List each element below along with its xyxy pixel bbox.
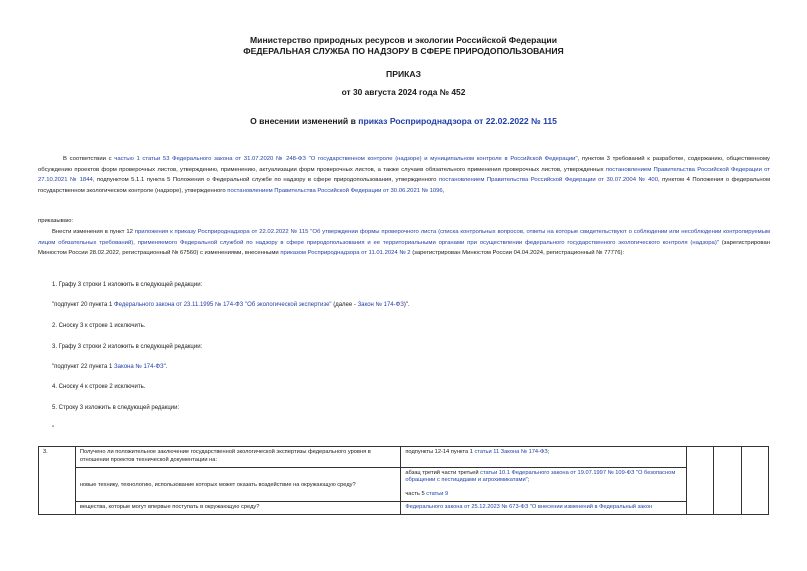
link-law-174fz-full[interactable]: Федерального закона от 23.11.1995 № 174-ФЗ "Об экологической экспертизе" <box>114 302 332 308</box>
reference-text: часть 5 <box>405 491 427 498</box>
reference-cell <box>401 447 686 468</box>
main-text: Внести изменения в пункт 12 <box>52 229 135 235</box>
document-title <box>0 116 807 126</box>
link-art10-1-law-109fz[interactable]: статьи 10.1 Федерального закона от 19.07.1997 № 109-ФЗ "О безопасном обращении с пестицидами и агрохимикатами" <box>405 469 676 484</box>
preamble-text: , подпунктом 5.1.1 пункта 5 Положения о Федеральной службе по надзору в сфере природопользования, утвержденного <box>92 177 439 184</box>
reference-line <box>405 470 681 486</box>
link-resolution-400[interactable]: постановлением Правительства Российской Федерации от 30.07.2004 № 400 <box>438 177 658 184</box>
preamble-paragraph <box>38 154 770 196</box>
row-number-cell: 3. <box>39 447 76 515</box>
reference-cell <box>401 467 686 501</box>
quote-text: (далее - <box>331 302 358 308</box>
quote-text: )". <box>403 302 410 308</box>
link-appendix-order-115[interactable]: приложения к приказу Росприроднадзора от 22.02.2022 № 115 "Об утверждении формы проверочного листа (списка контрольных вопросов, ответы на которые свидетельствуют о соблюдении или несоблюдении контролируемым лицом обязательных требований), применяемого Федеральной службой по надзору в сфере природопользования и ее территориальными органами при осуществлении федерального государственного экологического контроля (надзора)" <box>38 229 771 246</box>
preamble-text: , пунктом 3 требований к разработке, содержанию, общественному обсуждению проектов форм проверочных листов, утверждению, применению, актуализации форм проверочных листов, а также случаев обязательного применения проверочных листов, утвержденных <box>38 156 771 173</box>
link-law-673fz[interactable]: Федерального закона от 25.12.2023 № 673-ФЗ "О внесении изменений в Федеральный закон <box>405 503 653 510</box>
reference-text: ; <box>527 477 530 484</box>
main-paragraph <box>38 227 770 259</box>
ministry-name: Министерство природных ресурсов и экологии Российской Федерации <box>250 35 557 45</box>
link-order-2[interactable]: приказом Росприроднадзора от 11.01.2024 № 2 <box>280 250 411 257</box>
item-5: 5. Строку 3 изложить в следующей редакции: <box>52 405 180 411</box>
question-sub-a: новые технику, технологию, использование которых может оказать воздействие на окружающую среду? <box>75 467 400 501</box>
answer-no-cell[interactable] <box>714 447 741 515</box>
opening-quote-mark: " <box>52 426 55 432</box>
quote-text: ". <box>163 364 168 370</box>
item-1-quote <box>52 301 410 309</box>
link-law-248fz[interactable]: частью 1 статьи 53 Федерального закона от 31.07.2020 № 248-ФЗ "О государственном контроле (надзоре) и муниципальном контроле в Российской Федерации" <box>114 156 578 162</box>
document-type: ПРИКАЗ <box>386 69 421 79</box>
quote-text: "подпункт 22 пункта 1 <box>52 364 115 370</box>
document-date-number: от 30 августа 2024 года № 452 <box>341 87 466 97</box>
link-resolution-1844[interactable]: постановлением Правительства Российской Федерации от 27.10.2021 № 1844 <box>38 166 770 184</box>
answer-yes-cell[interactable] <box>686 447 713 515</box>
main-text: (зарегистрирован Минюстом России 28.02.2022, регистрационный № 67560) с изменениями, внесенными <box>38 239 771 257</box>
link-resolution-1096[interactable]: постановлением Правительства Российской Федерации от 30.06.2021 № 1096 <box>227 187 443 194</box>
reference-line <box>405 491 681 499</box>
preamble-text: В соответствии с <box>63 156 115 162</box>
reference-text: абзац третий части третьей <box>405 469 481 476</box>
link-art11-law-174fz[interactable]: статьи 11 Закона № 174-ФЗ <box>474 449 548 455</box>
reference-text: подпункты 12-14 пункта 1 <box>405 449 475 455</box>
preamble-text: , <box>442 187 445 194</box>
table-row <box>39 447 769 468</box>
quote-text: "подпункт 20 пункта 1 <box>52 302 115 308</box>
link-law-174fz-item3[interactable]: Закона № 174-ФЗ <box>114 364 164 370</box>
item-2: 2. Сноску 3 к строке 1 исключить. <box>52 323 146 329</box>
table-row <box>39 501 769 514</box>
reference-cell <box>401 501 686 514</box>
link-art9[interactable]: статьи 9 <box>426 491 449 498</box>
item-3: 3. Графу 3 строки 2 изложить в следующей редакции: <box>52 344 203 350</box>
table-row <box>39 467 769 501</box>
question-cell: Получено ли положительное заключение государственной экологической экспертизы федерального уровня в отношении проектов технической документации на: <box>75 447 400 468</box>
question-sub-b: вещества, которые могут впервые поступать в окружающую среду? <box>75 501 400 514</box>
order-word: приказываю: <box>38 218 74 224</box>
item-3-quote <box>52 363 167 371</box>
link-law-174fz[interactable]: Закон № 174-ФЗ <box>357 302 404 308</box>
title-link-order-115[interactable]: приказ Росприроднадзора от 22.02.2022 № 115 <box>358 116 557 126</box>
amendment-table <box>38 446 769 515</box>
reference-text: ; <box>547 449 550 455</box>
title-prefix: О внесении изменений в <box>250 116 359 126</box>
answer-na-cell[interactable] <box>741 447 768 515</box>
main-text: (зарегистрирован Минюстом России 04.04.2024, регистрационный № 77776): <box>410 250 625 257</box>
item-1: 1. Графу 3 строки 1 изложить в следующей редакции: <box>52 282 203 288</box>
preamble-text: , пунктом 4 Положения о федеральном государственном экологическом контроле (надзоре), утвержденного <box>38 177 770 194</box>
service-name: ФЕДЕРАЛЬНАЯ СЛУЖБА ПО НАДЗОРУ В СФЕРЕ ПРИРОДОПОЛЬЗОВАНИЯ <box>243 46 564 56</box>
item-4: 4. Сноску 4 к строке 2 исключить. <box>52 384 146 390</box>
